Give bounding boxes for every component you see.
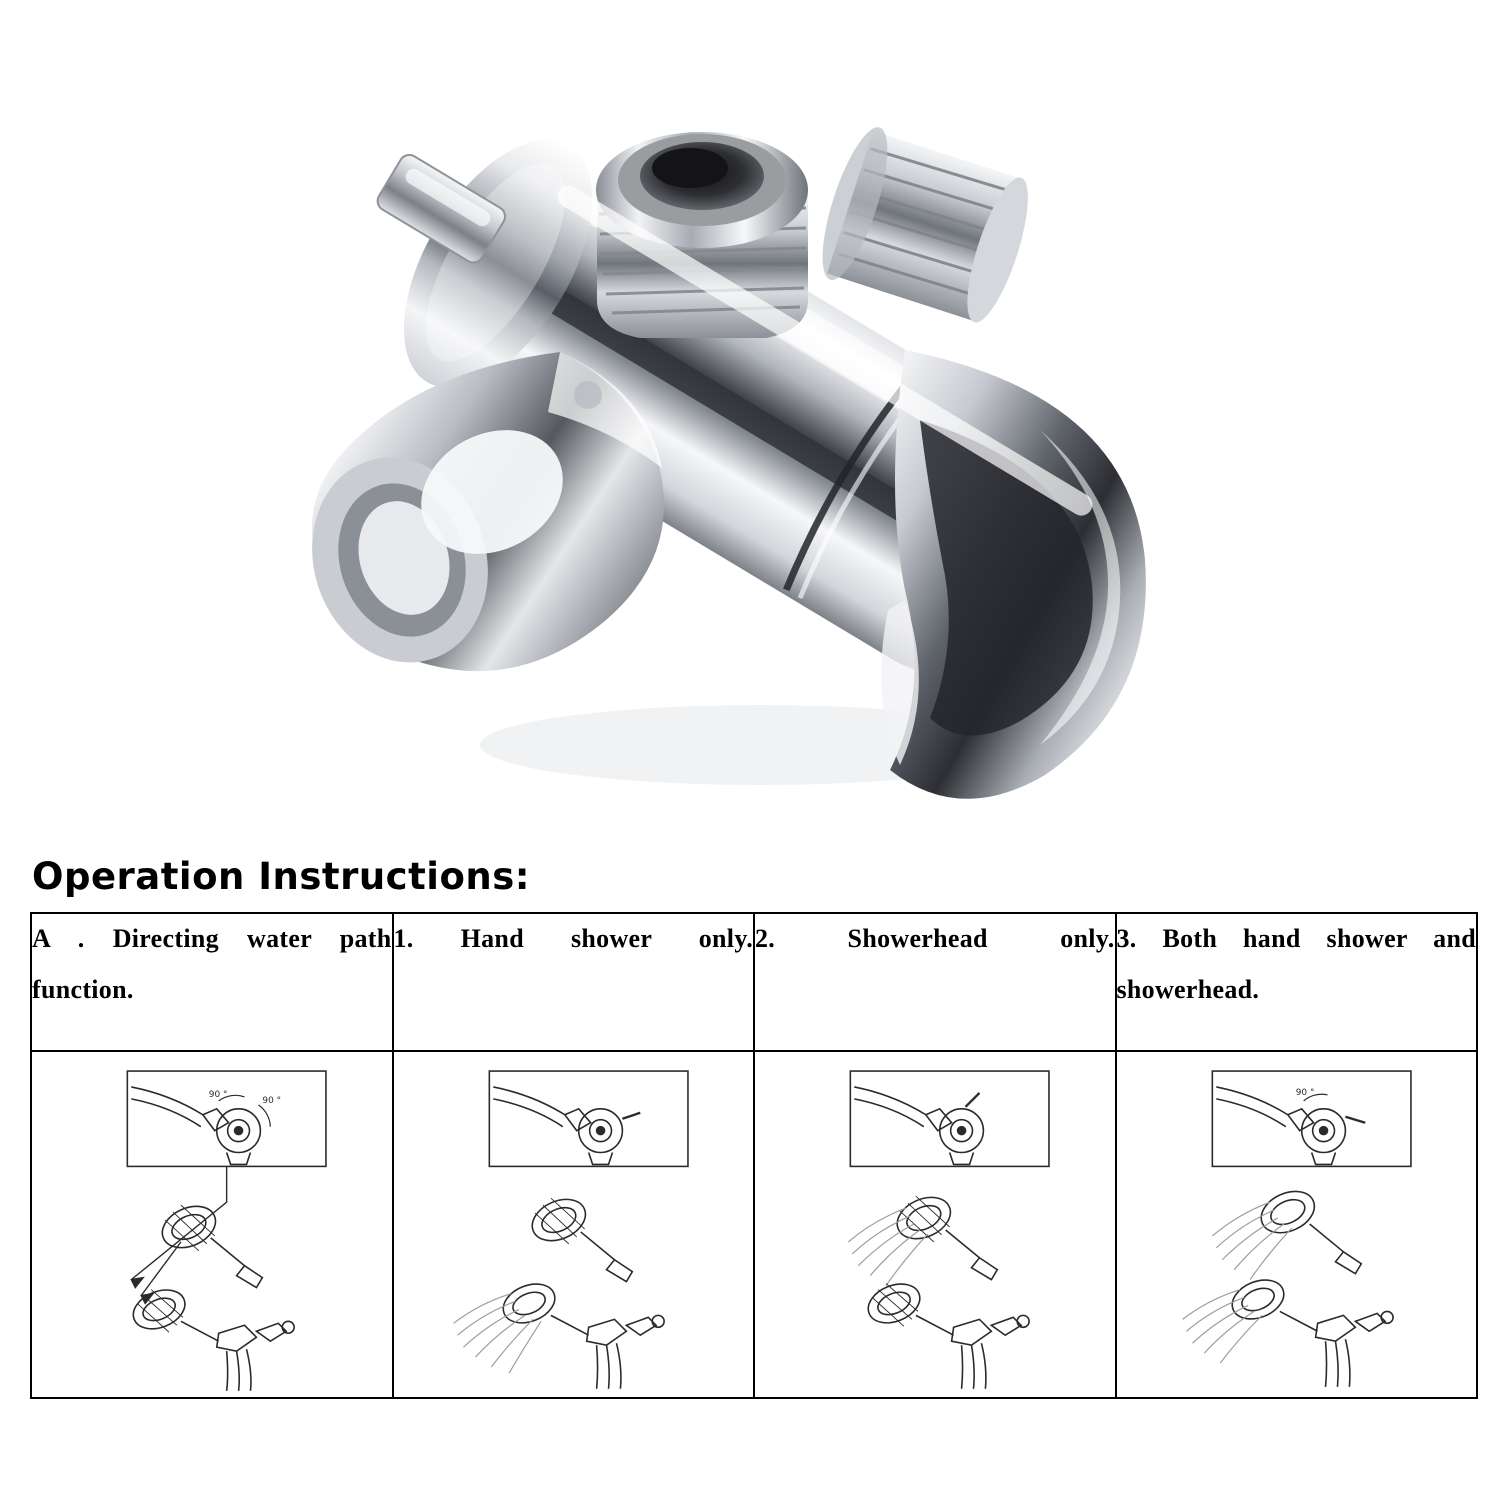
instruction-diagram-a — [31, 1051, 393, 1398]
showerhead-upper — [891, 1189, 998, 1279]
instruction-diagram-1 — [393, 1051, 755, 1398]
water-spray-head — [848, 1208, 927, 1285]
hand-shower-only-diagram — [394, 1052, 754, 1397]
water-spray-head — [1212, 1202, 1291, 1279]
showerhead-only-diagram — [755, 1052, 1115, 1397]
operation-instructions — [30, 855, 1478, 1399]
swivel-cup — [286, 352, 664, 685]
angle-label-left: 90 ° — [208, 1089, 228, 1100]
instruction-label-a: A . Directing water path function. — [31, 913, 393, 1051]
instruction-label-3: 3. Both hand shower and showerhead. — [1116, 913, 1478, 1051]
instructions-title: Operation Instructions: — [32, 855, 531, 898]
showerhead-upper — [1254, 1184, 1361, 1274]
diverter-two-position-diagram — [32, 1052, 392, 1397]
instruction-label-1: 1. Hand shower only. — [393, 913, 755, 1051]
showerhead-upper — [156, 1198, 263, 1287]
instruction-diagram-2 — [754, 1051, 1116, 1398]
hand-shower-lower — [1226, 1273, 1393, 1387]
table-row-diagrams — [31, 1051, 1477, 1398]
table-row-labels — [31, 913, 1477, 1051]
showerhead-upper — [525, 1191, 632, 1281]
instructions-table — [30, 912, 1478, 1399]
hand-shower-lower — [497, 1277, 664, 1389]
water-spray-hand — [1182, 1290, 1261, 1363]
angle-label-right: 90 ° — [262, 1095, 282, 1106]
both-outputs-diagram — [1117, 1052, 1477, 1397]
instruction-diagram-3 — [1116, 1051, 1478, 1398]
water-spray-hand — [453, 1294, 540, 1373]
hand-shower-lower — [128, 1283, 295, 1391]
angle-label-top: 90 ° — [1295, 1087, 1314, 1098]
threaded-outlet-side — [809, 121, 1041, 333]
instruction-label-2: 2. Showerhead only. — [754, 913, 1116, 1051]
hand-shower-lower — [862, 1277, 1029, 1389]
